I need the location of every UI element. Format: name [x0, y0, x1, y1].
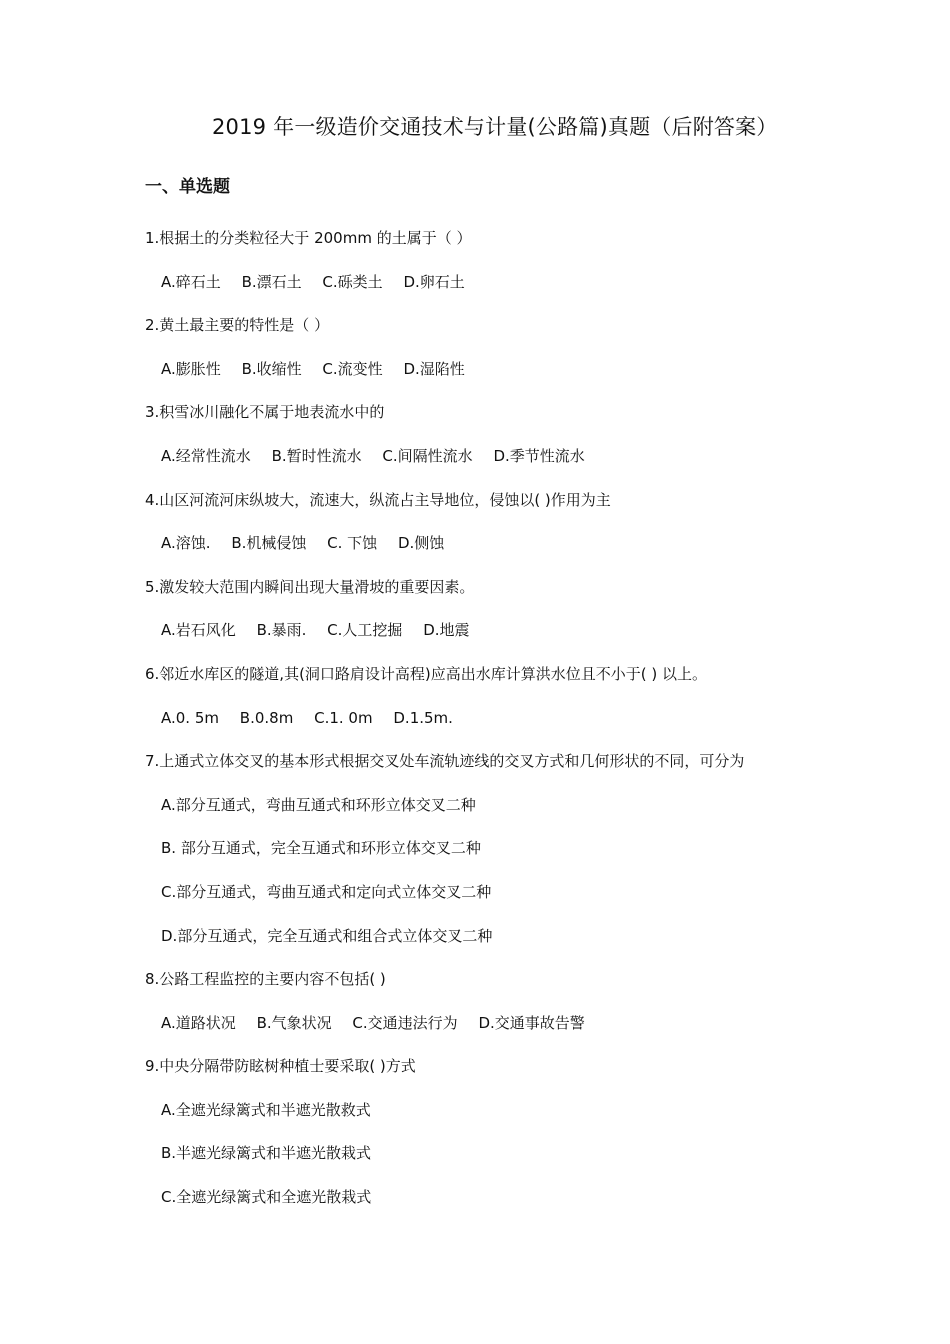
option: D.交通事故告警 [478, 1013, 585, 1032]
option: D.地震 [423, 621, 470, 640]
option: A.岩石风化 [161, 621, 236, 640]
option: D.季节性流水 [493, 446, 585, 465]
question-6: 6.邻近水库区的隧道,其(洞口路肩设计高程)应高出水库计算洪水位且不小于( ) 以上。 [145, 664, 708, 683]
question-1: 1.根据土的分类粒径大于 200mm 的土属于（ ） [145, 229, 472, 247]
option: A.全遮光绿篱式和半遮光散救式 [161, 1100, 371, 1119]
option: A.0. 5m [161, 708, 220, 727]
option: C.部分互通式，弯曲互通式和定向式立体交叉二种 [161, 882, 492, 901]
option: D.侧蚀 [397, 534, 445, 553]
option: C.砾类土 [322, 272, 383, 291]
option: B.漂石土 [241, 272, 302, 291]
option: A.膨胀性 [161, 359, 221, 378]
option: A.经常性流水 [161, 446, 251, 465]
question-9: 9.中央分隔带防眩树种植士要采取( )方式 [145, 1057, 416, 1076]
option: A.道路状况 [161, 1013, 236, 1032]
options-6 [145, 707, 845, 751]
question-list [145, 227, 845, 1230]
section-heading: 一、单选题 [145, 177, 230, 197]
option: C.流变性 [322, 359, 383, 378]
options-1 [145, 271, 845, 315]
option: C.人工挖掘 [327, 621, 403, 640]
option: A.部分互通式，弯曲互通式和环形立体交叉二种 [161, 795, 476, 814]
options-3 [145, 445, 845, 489]
option: A.碎石土 [161, 272, 221, 291]
options-2 [145, 358, 845, 402]
option: B.半遮光绿篱式和半遮光散栽式 [161, 1144, 372, 1163]
document-title: 2019 年一级造价交通技术与计量(公路篇)真题（后附答案） [212, 115, 778, 139]
option: B.气象状况 [256, 1013, 332, 1032]
options-4 [145, 532, 845, 576]
option: A.溶蚀. [161, 534, 211, 553]
question-8: 8.公路工程监控的主要内容不包括( ) [145, 970, 386, 989]
question-4: 4.山区河流河床纵坡大，流速大，纵流占主导地位，侵蚀以( )作用为主 [145, 490, 611, 509]
question-7: 7.上通式立体交叉的基本形式根据交叉处车流轨迹线的交叉方式和几何形状的不同，可分为 [145, 752, 745, 771]
options-8 [145, 1012, 845, 1056]
option: C.全遮光绿篱式和全遮光散栽式 [161, 1188, 372, 1207]
option: D.1.5m. [393, 708, 453, 727]
option: D.卵石土 [403, 272, 465, 291]
option: D.部分互通式，完全互通式和组合式立体交叉二种 [161, 926, 493, 945]
option: B.机械侵蚀 [231, 534, 307, 553]
question-5: 5.激发较大范围内瞬间出现大量滑坡的重要因素。 [145, 577, 475, 596]
option: C.交通违法行为 [352, 1013, 458, 1032]
option: D.湿陷性 [403, 359, 465, 378]
option: B.暴雨. [256, 621, 307, 640]
option: B.暂时性流水 [271, 446, 362, 465]
option: C.间隔性流水 [382, 446, 473, 465]
option: B.0.8m [239, 708, 294, 727]
option: B.收缩性 [241, 359, 302, 378]
option: B. 部分互通式，完全互通式和环形立体交叉二种 [161, 839, 481, 858]
options-5 [145, 619, 845, 663]
question-2: 2.黄土最主要的特性是（ ） [145, 316, 330, 335]
question-3: 3.积雪冰川融化不属于地表流水中的 [145, 403, 385, 422]
option: C. 下蚀 [327, 534, 378, 553]
option: C.1. 0m [314, 708, 373, 727]
